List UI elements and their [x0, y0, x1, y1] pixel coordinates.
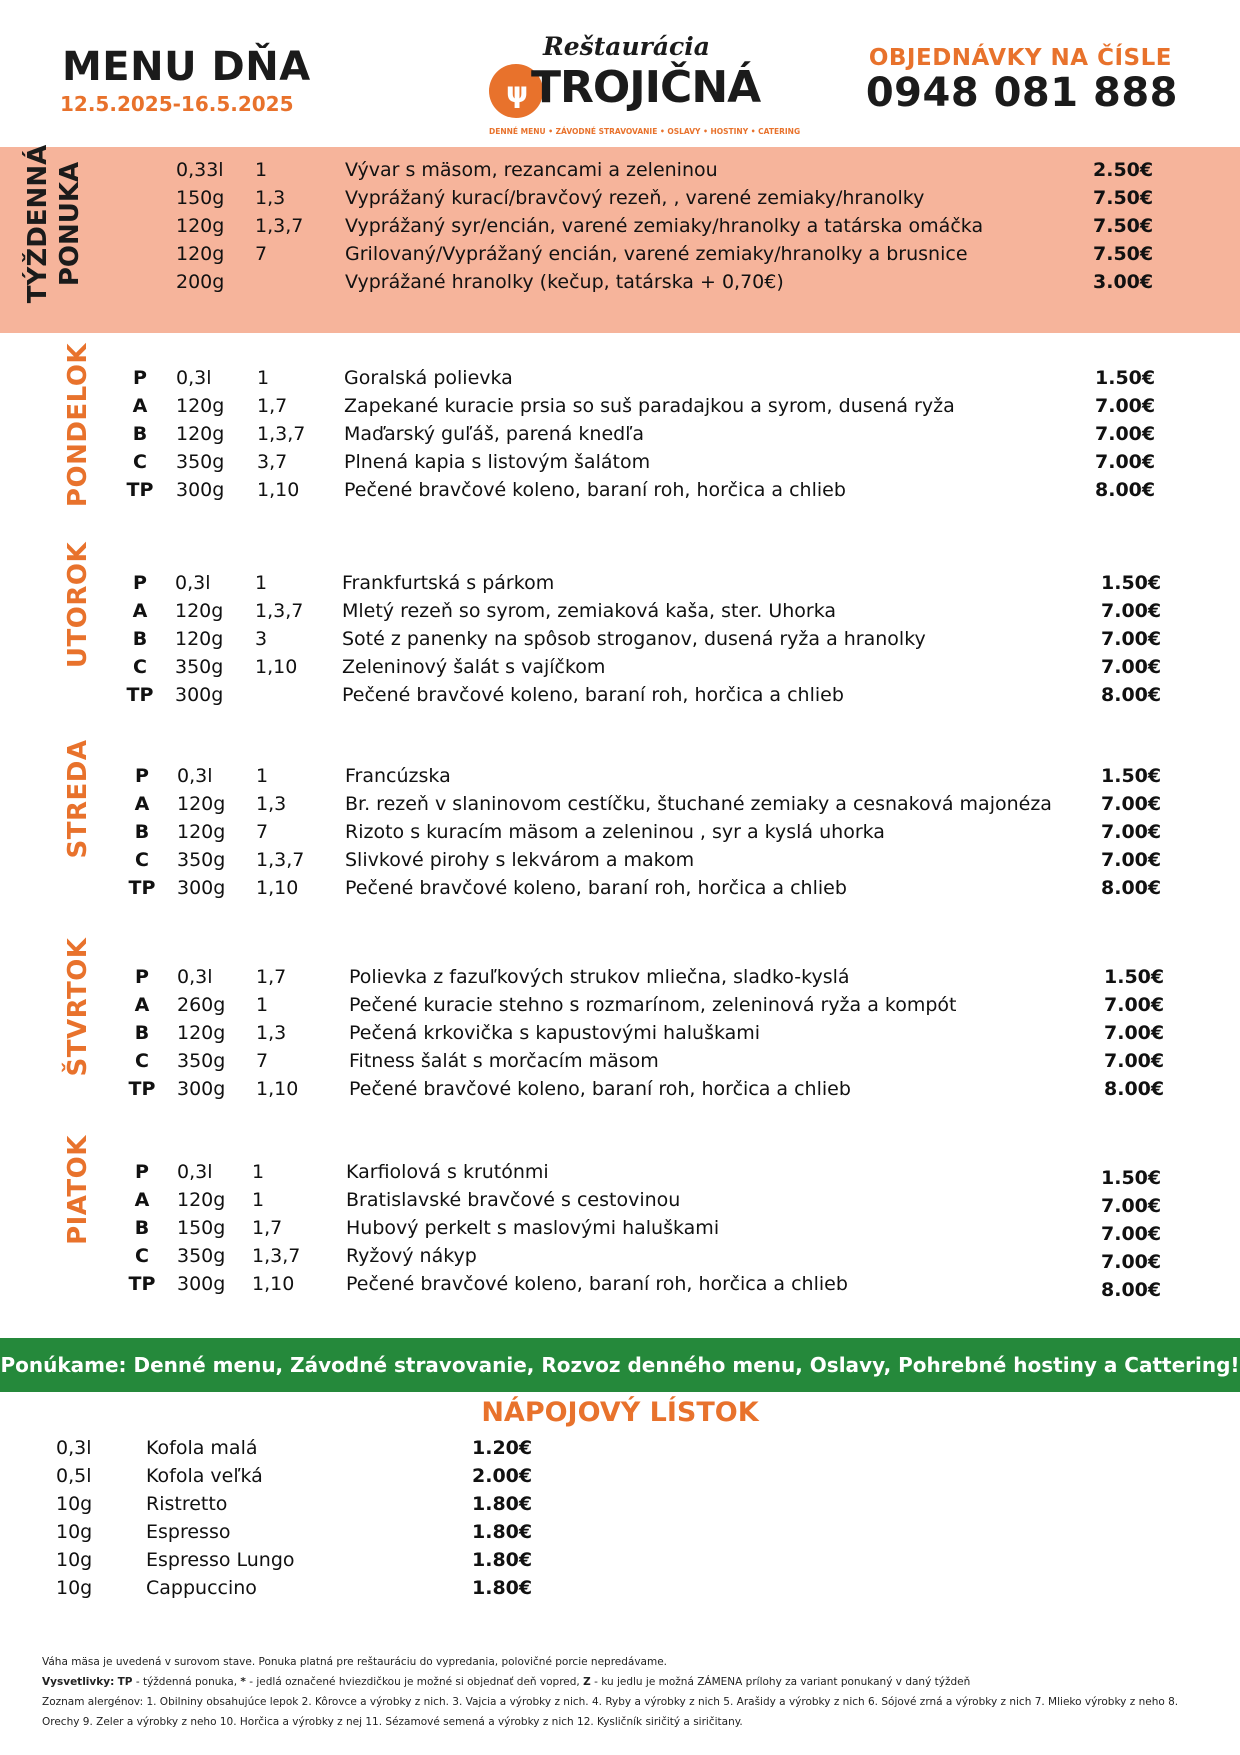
item-price: 8.00€	[1101, 877, 1162, 899]
menu-item-row	[0, 1019, 1240, 1047]
item-allergens: 1	[257, 367, 270, 389]
weekly-item-row	[0, 184, 1240, 212]
footnote-weight: Váha mäsa je uvedená v surovom stave. Ponuka platná pre reštauráciu do vypredania, polovičné porcie nepredávame.	[42, 1656, 668, 1668]
item-price: 7.00€	[1101, 628, 1162, 650]
item-allergens: 1,3,7	[252, 1245, 301, 1267]
item-code: P	[133, 367, 147, 389]
item-name: Grilovaný/Vyprážaný encián, varené zemiaky/hranolky a brusnice	[345, 243, 968, 265]
menu-item-row	[0, 1047, 1240, 1075]
item-allergens: 7	[255, 243, 268, 265]
day-label: PONDELOK	[63, 342, 93, 508]
item-amount: 0,3l	[175, 572, 211, 594]
item-name: Soté z panenky na spôsob stroganov, dusená ryža a hranolky	[342, 628, 926, 650]
weekly-item-row	[0, 268, 1240, 296]
item-allergens: 7	[256, 821, 269, 843]
item-price: 1.50€	[1095, 367, 1156, 389]
menu-item-row	[0, 1242, 1240, 1273]
menu-item-row	[0, 681, 1240, 709]
drink-price: 2.00€	[472, 1465, 533, 1487]
item-code: TP	[128, 877, 156, 899]
item-allergens: 1,3	[256, 793, 287, 815]
item-price: 7.00€	[1095, 395, 1156, 417]
item-name: Vyprážaný syr/encián, varené zemiaky/hranolky a tatárska omáčka	[345, 215, 984, 237]
order-label: OBJEDNÁVKY NA ČÍSLE	[868, 45, 1172, 71]
item-amount: 120g	[177, 793, 226, 815]
item-price: 1.50€	[1101, 1167, 1162, 1189]
item-allergens: 1,10	[256, 877, 299, 899]
item-price: 7.00€	[1104, 994, 1165, 1016]
weekly-item-row	[0, 240, 1240, 268]
item-name: Frankfurtská s párkom	[342, 572, 555, 594]
item-name: Rizoto s kuracím mäsom a zeleninou , syr a kyslá uhorka	[345, 821, 885, 843]
menu-item-row	[0, 569, 1240, 597]
drink-row	[0, 1574, 700, 1602]
menu-item-row	[0, 1186, 1240, 1217]
item-name: Br. rezeň v slaninovom cestíčku, štuchané zemiaky a cesnaková majonéza	[345, 793, 1052, 815]
weekly-item-row	[0, 212, 1240, 240]
item-allergens: 1	[256, 994, 269, 1016]
item-amount: 300g	[175, 684, 224, 706]
item-price: 7.00€	[1101, 793, 1162, 815]
item-price: 1.50€	[1104, 966, 1165, 988]
item-amount: 120g	[175, 600, 224, 622]
item-price: 7.00€	[1101, 1223, 1162, 1245]
drink-name: Kofola malá	[146, 1437, 258, 1459]
item-amount: 350g	[177, 849, 226, 871]
drink-name: Espresso Lungo	[146, 1549, 295, 1571]
item-price: 7.00€	[1095, 423, 1156, 445]
footnote	[42, 1652, 1212, 1732]
item-amount: 200g	[176, 271, 225, 293]
item-code: P	[135, 966, 149, 988]
fork-knife-icon: ψ	[506, 76, 529, 109]
item-code: C	[135, 1050, 149, 1072]
weekly-item-row	[0, 156, 1240, 184]
item-price: 1.50€	[1101, 572, 1162, 594]
item-allergens: 1,3,7	[257, 423, 306, 445]
item-price: 8.00€	[1101, 1279, 1162, 1301]
drink-amount: 0,3l	[56, 1437, 92, 1459]
item-allergens: 1,3	[255, 187, 286, 209]
menu-item-row	[0, 1158, 1240, 1189]
item-amount: 0,3l	[176, 367, 212, 389]
item-code: P	[133, 572, 147, 594]
item-name: Goralská polievka	[344, 367, 513, 389]
menu-item-row	[0, 963, 1240, 991]
item-name: Pečené bravčové koleno, baraní roh, horčica a chlieb	[349, 1078, 851, 1100]
item-allergens: 1,3,7	[255, 600, 304, 622]
item-name: Bratislavské bravčové s cestovinou	[346, 1189, 681, 1211]
item-price: 7.00€	[1104, 1022, 1165, 1044]
item-allergens: 1,10	[252, 1273, 295, 1295]
item-name: Pečené bravčové koleno, baraní roh, horčica a chlieb	[344, 479, 846, 501]
item-price: 8.00€	[1095, 479, 1156, 501]
item-allergens: 1,10	[257, 479, 300, 501]
item-price: 3.00€	[1093, 271, 1154, 293]
drink-price: 1.80€	[472, 1493, 533, 1515]
item-amount: 350g	[177, 1050, 226, 1072]
item-price: 1.50€	[1101, 765, 1162, 787]
item-amount: 120g	[177, 1189, 226, 1211]
drink-row	[0, 1490, 700, 1518]
item-allergens: 3	[255, 628, 268, 650]
menu-item-row	[0, 420, 1240, 448]
weekly-label-line2: PONUKA	[55, 161, 85, 287]
item-price: 7.00€	[1101, 821, 1162, 843]
order-phone[interactable]: 0948 081 888	[865, 70, 1178, 116]
menu-dates: 12.5.2025-16.5.2025	[60, 92, 294, 116]
item-amount: 0,33l	[176, 159, 224, 181]
menu-item-row	[0, 846, 1240, 874]
item-code: C	[133, 656, 147, 678]
item-allergens: 1,3	[256, 1022, 287, 1044]
item-price: 7.00€	[1101, 1251, 1162, 1273]
item-code: B	[132, 628, 148, 650]
drink-price: 1.20€	[472, 1437, 533, 1459]
item-allergens: 1,7	[252, 1217, 283, 1239]
item-allergens: 1	[252, 1161, 265, 1183]
item-amount: 120g	[177, 1022, 226, 1044]
item-code: TP	[126, 479, 154, 501]
drink-row	[0, 1546, 700, 1574]
item-allergens: 3,7	[257, 451, 288, 473]
item-name: Pečené bravčové koleno, baraní roh, horčica a chlieb	[345, 877, 847, 899]
item-name: Zapekané kuracie prsia so suš paradajkou a syrom, dusená ryža	[344, 395, 955, 417]
drink-amount: 10g	[56, 1577, 93, 1599]
drink-name: Kofola veľká	[146, 1465, 263, 1487]
day-label: STREDA	[63, 739, 93, 859]
weekly-label-line1: TÝŽDENNÁ	[23, 144, 53, 304]
item-amount: 120g	[176, 215, 225, 237]
drink-row	[0, 1462, 700, 1490]
item-name: Hubový perkelt s maslovými haluškami	[346, 1217, 720, 1239]
drink-name: Ristretto	[146, 1493, 228, 1515]
item-code: A	[134, 994, 150, 1016]
menu-item-row	[0, 762, 1240, 790]
footnote-legend: Vysvetlivky: TP - týždenná ponuka, * - jedlá označené hviezdičkou je možné si objednať deň vopred, Z - ku jedlu je možná ZÁMENA prílohy za variant ponukaný v daný týždeň	[42, 1676, 971, 1688]
item-code: A	[132, 395, 148, 417]
drink-row	[0, 1518, 700, 1546]
restaurant-logo	[485, 28, 801, 140]
item-amount: 150g	[176, 187, 225, 209]
drink-amount: 10g	[56, 1521, 93, 1543]
item-code: P	[135, 765, 149, 787]
item-name: Zeleninový šalát s vajíčkom	[342, 656, 606, 678]
item-name: Mletý rezeň so syrom, zemiaková kaša, ster. Uhorka	[342, 600, 837, 622]
menu-item-row	[0, 625, 1240, 653]
item-amount: 0,3l	[177, 1161, 213, 1183]
item-amount: 350g	[177, 1245, 226, 1267]
item-allergens: 1,3,7	[255, 215, 304, 237]
menu-item-row	[0, 991, 1240, 1019]
drinks-title: NÁPOJOVÝ LÍSTOK	[481, 1397, 759, 1428]
item-price: 7.00€	[1101, 1195, 1162, 1217]
item-price: 7.50€	[1093, 243, 1154, 265]
menu-item-row	[0, 790, 1240, 818]
item-name: Vývar s mäsom, rezancami a zeleninou	[345, 159, 718, 181]
menu-title: MENU DŇA	[62, 44, 311, 90]
item-code: B	[134, 821, 150, 843]
item-code: TP	[128, 1273, 156, 1295]
item-code: TP	[126, 684, 154, 706]
item-code: B	[134, 1022, 150, 1044]
item-allergens: 1,7	[257, 395, 288, 417]
menu-item-row	[0, 1270, 1240, 1301]
item-amount: 150g	[177, 1217, 226, 1239]
item-name: Pečené bravčové koleno, baraní roh, horčica a chlieb	[346, 1273, 848, 1295]
item-amount: 0,3l	[177, 765, 213, 787]
item-price: 7.00€	[1104, 1050, 1165, 1072]
item-amount: 120g	[176, 423, 225, 445]
item-amount: 120g	[177, 821, 226, 843]
drink-amount: 10g	[56, 1493, 93, 1515]
item-code: C	[135, 1245, 149, 1267]
logo-name: TROJIČNÁ	[531, 62, 761, 113]
item-name: Polievka z fazuľkových strukov mliečna, sladko-kyslá	[349, 966, 850, 988]
menu-item-row	[0, 1214, 1240, 1245]
item-allergens: 1,10	[256, 1078, 299, 1100]
drink-amount: 0,5l	[56, 1465, 92, 1487]
item-allergens: 1,3,7	[256, 849, 305, 871]
logo-script: Reštaurácia	[543, 32, 710, 61]
item-amount: 350g	[175, 656, 224, 678]
item-price: 8.00€	[1101, 684, 1162, 706]
menu-item-row	[0, 364, 1240, 392]
footnote-allergens: Zoznam alergénov: 1. Obilniny obsahujúce lepok 2. Kôrovce a výrobky z nich. 3. Vajcia a výrobky z nich. 4. Ryby a výrobky z nich 5. Arašidy a výrobky z nich 6. Sójové zrná a výrobky z nich 7. Mlieko výrobky z neho 8. Orechy 9. Zeler a výrobky z neho 10. Horčica a výrobky z nej 11. Sézamové semená a výrobky z nich 12. Kysličník siričitý a siričitany.	[42, 1696, 1179, 1728]
item-name: Fitness šalát s morčacím mäsom	[349, 1050, 659, 1072]
item-name: Vyprážaný kurací/bravčový rezeň, , varené zemiaky/hranolky	[345, 187, 925, 209]
item-allergens: 1	[252, 1189, 265, 1211]
item-allergens: 1	[255, 159, 268, 181]
item-name: Ryžový nákyp	[346, 1245, 477, 1267]
item-name: Plnená kapia s listovým šalátom	[344, 451, 651, 473]
menu-item-row	[0, 392, 1240, 420]
item-price: 2.50€	[1093, 159, 1154, 181]
drink-price: 1.80€	[472, 1521, 533, 1543]
item-allergens: 1	[256, 765, 269, 787]
item-code: TP	[128, 1078, 156, 1100]
item-code: C	[133, 451, 147, 473]
item-code: A	[134, 1189, 150, 1211]
item-amount: 300g	[177, 1078, 226, 1100]
item-name: Pečené kuracie stehno s rozmarínom, zeleninová ryža a kompót	[349, 994, 957, 1016]
item-amount: 300g	[177, 877, 226, 899]
item-amount: 120g	[176, 243, 225, 265]
item-price: 8.00€	[1104, 1078, 1165, 1100]
item-code: B	[134, 1217, 150, 1239]
drink-amount: 10g	[56, 1549, 93, 1571]
item-name: Pečená krkovička s kapustovými haluškami	[349, 1022, 761, 1044]
menu-item-row	[0, 874, 1240, 902]
item-price: 7.00€	[1101, 849, 1162, 871]
menu-item-row	[0, 448, 1240, 476]
item-name: Maďarský guľáš, parená knedľa	[344, 423, 644, 445]
item-price: 7.50€	[1093, 187, 1154, 209]
services-banner: Ponúkame: Denné menu, Závodné stravovanie, Rozvoz denného menu, Oslavy, Pohrebné hostiny a Cattering!	[0, 1338, 1240, 1392]
item-allergens: 1	[255, 572, 268, 594]
day-label: UTOROK	[63, 541, 93, 669]
drink-row	[0, 1434, 700, 1462]
drink-price: 1.80€	[472, 1577, 533, 1599]
item-amount: 0,3l	[177, 966, 213, 988]
day-label: ŠTVRTOK	[63, 937, 93, 1077]
item-code: C	[135, 849, 149, 871]
item-price: 7.00€	[1095, 451, 1156, 473]
menu-item-row	[0, 476, 1240, 504]
item-code: A	[134, 793, 150, 815]
item-amount: 260g	[177, 994, 226, 1016]
item-code: P	[135, 1161, 149, 1183]
item-allergens: 1,7	[256, 966, 287, 988]
item-price: 7.00€	[1101, 656, 1162, 678]
item-amount: 300g	[176, 479, 225, 501]
item-amount: 350g	[176, 451, 225, 473]
menu-item-row	[0, 653, 1240, 681]
day-label: PIATOK	[63, 1135, 93, 1245]
logo-tagline: DENNÉ MENU • ZÁVODNÉ STRAVOVANIE • OSLAVY • HOSTINY • CATERING	[489, 127, 801, 136]
item-name: Pečené bravčové koleno, baraní roh, horčica a chlieb	[342, 684, 844, 706]
menu-item-row	[0, 1075, 1240, 1103]
item-name: Vyprážané hranolky (kečup, tatárska + 0,70€)	[345, 271, 784, 293]
item-allergens: 7	[256, 1050, 269, 1072]
item-amount: 300g	[177, 1273, 226, 1295]
menu-item-row	[0, 597, 1240, 625]
item-name: Karfiolová s krutónmi	[346, 1161, 549, 1183]
drink-name: Espresso	[146, 1521, 231, 1543]
item-name: Francúzska	[345, 765, 451, 787]
item-allergens: 1,10	[255, 656, 298, 678]
drink-price: 1.80€	[472, 1549, 533, 1571]
item-price: 7.00€	[1101, 600, 1162, 622]
item-name: Slivkové pirohy s lekvárom a makom	[345, 849, 695, 871]
item-price: 7.50€	[1093, 215, 1154, 237]
menu-item-row	[0, 818, 1240, 846]
item-amount: 120g	[176, 395, 225, 417]
item-code: A	[132, 600, 148, 622]
item-amount: 120g	[175, 628, 224, 650]
item-code: B	[132, 423, 148, 445]
drink-name: Cappuccino	[146, 1577, 257, 1599]
